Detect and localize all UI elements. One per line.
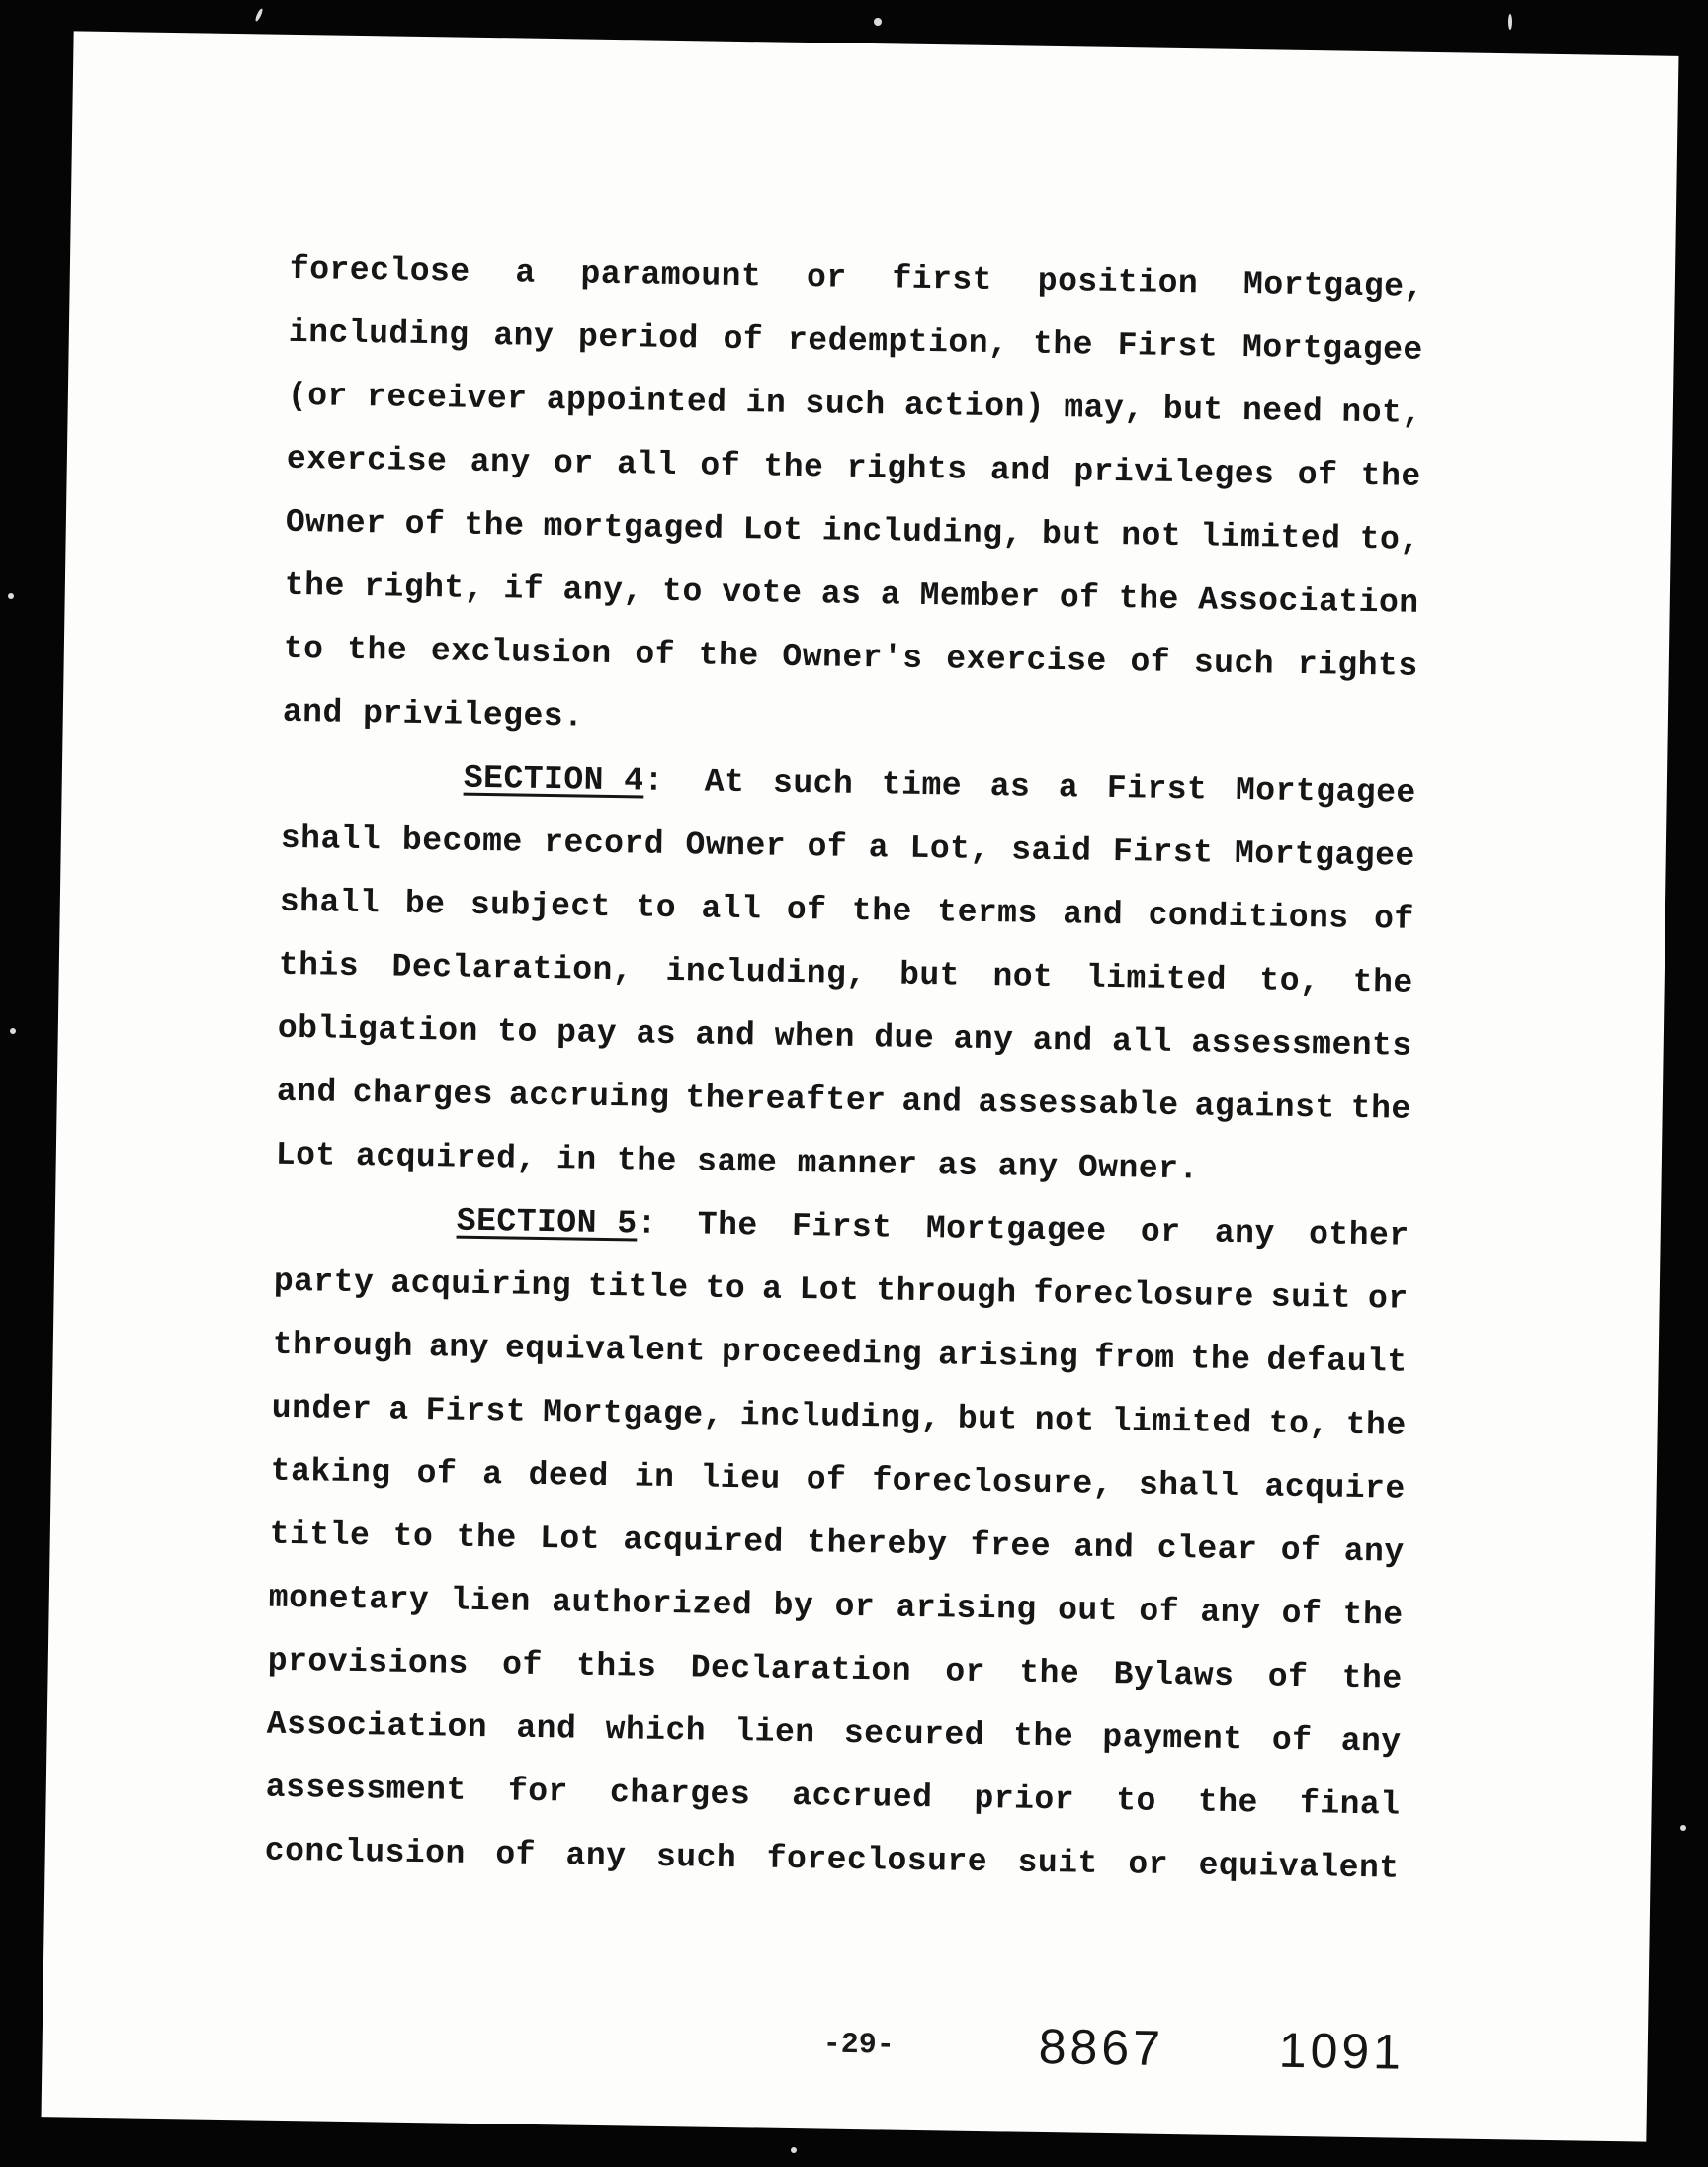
word: for bbox=[507, 1773, 569, 1811]
word: the bbox=[1350, 1089, 1411, 1128]
section-4-heading-group: SECTION 4: bbox=[463, 759, 665, 800]
word: Mortgage, bbox=[542, 1394, 725, 1433]
word: and bbox=[1062, 896, 1124, 934]
word: foreclosure bbox=[1033, 1274, 1255, 1316]
word: to bbox=[661, 572, 704, 611]
word: all bbox=[701, 890, 762, 928]
word: a bbox=[761, 1270, 783, 1308]
word: the bbox=[763, 448, 824, 486]
word: the bbox=[1190, 1341, 1251, 1379]
word: through bbox=[876, 1272, 1017, 1312]
word: authorized bbox=[551, 1584, 753, 1624]
word: through bbox=[272, 1326, 414, 1365]
word: or bbox=[553, 445, 594, 482]
word: assessable bbox=[978, 1084, 1179, 1125]
word: acquired bbox=[623, 1521, 785, 1561]
word: clear bbox=[1156, 1529, 1258, 1569]
word: pay bbox=[555, 1014, 618, 1053]
word: and bbox=[989, 451, 1052, 489]
word: (or bbox=[287, 377, 349, 415]
word: foreclosure bbox=[766, 1840, 988, 1881]
word: the bbox=[464, 506, 525, 545]
word: including, bbox=[821, 512, 1024, 553]
word: prior bbox=[974, 1779, 1075, 1819]
word: and bbox=[901, 1083, 963, 1121]
word: become bbox=[401, 822, 524, 861]
word: to, bbox=[1268, 1405, 1330, 1443]
section-5-first-line-text bbox=[697, 1193, 1409, 1267]
word: title bbox=[269, 1516, 371, 1555]
word: suit bbox=[1017, 1844, 1099, 1882]
word: time bbox=[881, 766, 963, 805]
word: conclusion bbox=[264, 1832, 467, 1872]
word: receiver bbox=[366, 379, 528, 418]
word: any bbox=[470, 443, 531, 481]
scan-speck bbox=[8, 593, 14, 599]
word: to, bbox=[1359, 520, 1420, 559]
word: a bbox=[880, 576, 901, 614]
word: At bbox=[704, 763, 745, 802]
word: arising bbox=[896, 1589, 1037, 1628]
page-stamp-number: 1091 bbox=[1278, 2022, 1406, 2080]
word: obligation bbox=[277, 1009, 479, 1050]
word: not bbox=[992, 958, 1054, 997]
word: the bbox=[1360, 457, 1422, 495]
scan-speck bbox=[874, 18, 882, 26]
word: thereby bbox=[806, 1524, 948, 1564]
word: or bbox=[1140, 1213, 1181, 1252]
word: the bbox=[456, 1518, 517, 1557]
section-5-heading: SECTION 5 bbox=[456, 1202, 638, 1243]
book-page-stamp bbox=[1038, 2018, 1405, 2081]
word: taking bbox=[270, 1452, 391, 1492]
word: to, bbox=[1259, 962, 1321, 1000]
word: but bbox=[1041, 515, 1103, 554]
word: of bbox=[1271, 1721, 1313, 1760]
word: the bbox=[1012, 1717, 1074, 1756]
word: free bbox=[970, 1526, 1052, 1566]
word: Owner bbox=[285, 503, 386, 543]
scan-speck bbox=[1508, 14, 1512, 30]
word: Association bbox=[1197, 581, 1419, 622]
word: any bbox=[1200, 1594, 1261, 1632]
word: the bbox=[698, 637, 759, 675]
word: position bbox=[1037, 262, 1199, 303]
word: lien bbox=[734, 1713, 815, 1752]
word: foreclose bbox=[289, 250, 470, 291]
word: out bbox=[1057, 1592, 1119, 1630]
word: to bbox=[636, 889, 677, 927]
word: of bbox=[1130, 644, 1171, 681]
word: a bbox=[388, 1391, 409, 1429]
text-line-content: and privileges. bbox=[282, 693, 584, 736]
word: suit bbox=[1270, 1278, 1352, 1317]
word: and bbox=[1073, 1528, 1135, 1567]
word: of bbox=[1280, 1531, 1322, 1570]
word: to bbox=[705, 1269, 746, 1308]
word: conditions bbox=[1148, 897, 1349, 937]
word: or bbox=[806, 259, 847, 297]
word: and bbox=[1032, 1021, 1094, 1060]
word: period bbox=[577, 318, 700, 358]
word: deed bbox=[528, 1456, 610, 1496]
document-body bbox=[264, 238, 1424, 1901]
word: or bbox=[834, 1588, 876, 1626]
word: any bbox=[428, 1329, 490, 1367]
word: but bbox=[898, 956, 961, 995]
word: accruing bbox=[508, 1077, 670, 1116]
word: under bbox=[271, 1389, 373, 1429]
word: of bbox=[495, 1836, 537, 1873]
word: due bbox=[873, 1019, 935, 1058]
word: to bbox=[496, 1013, 539, 1051]
word: limited bbox=[1111, 1403, 1253, 1442]
word: Mortgagee bbox=[1235, 771, 1417, 812]
word: action) bbox=[903, 387, 1046, 426]
word: all bbox=[616, 446, 678, 484]
word: may, bbox=[1064, 390, 1145, 428]
word: other bbox=[1308, 1216, 1409, 1255]
document-page bbox=[42, 31, 1679, 2141]
word: not bbox=[1120, 517, 1182, 556]
word: this bbox=[575, 1647, 657, 1686]
word: of bbox=[501, 1646, 544, 1685]
word: the bbox=[1197, 1783, 1259, 1822]
word: the bbox=[1342, 1596, 1404, 1634]
word: any bbox=[1214, 1214, 1276, 1253]
word: which bbox=[605, 1711, 707, 1750]
word: limited bbox=[1200, 518, 1341, 558]
word: rights bbox=[1297, 646, 1418, 685]
text-line-content: Lot acquired, in the same manner as any Owner. bbox=[275, 1136, 1199, 1188]
word: the bbox=[1118, 580, 1180, 619]
word: of bbox=[1267, 1658, 1309, 1696]
word: or bbox=[1367, 1280, 1409, 1318]
word: thereafter bbox=[685, 1080, 887, 1120]
word: Lot bbox=[799, 1271, 860, 1310]
word: terms bbox=[936, 894, 1039, 932]
word: if bbox=[503, 570, 545, 608]
word: but bbox=[1162, 390, 1225, 429]
word: the bbox=[1345, 1406, 1407, 1444]
word: said bbox=[1010, 831, 1092, 870]
word: first bbox=[892, 260, 993, 300]
word: to bbox=[283, 630, 324, 668]
word: the bbox=[1019, 1654, 1080, 1692]
word: limited bbox=[1085, 959, 1228, 998]
word: of bbox=[806, 1461, 847, 1499]
section-4-first-line-text bbox=[704, 750, 1416, 824]
book-number: 8867 bbox=[1038, 2018, 1165, 2076]
word: right, bbox=[363, 568, 485, 607]
word: in bbox=[745, 385, 787, 422]
word: assessment bbox=[265, 1769, 468, 1809]
word: payment bbox=[1102, 1718, 1243, 1759]
word: to bbox=[392, 1517, 434, 1556]
word: as bbox=[636, 1015, 677, 1054]
word: in bbox=[634, 1458, 675, 1497]
word: Bylaws bbox=[1113, 1656, 1235, 1695]
word: charges bbox=[352, 1074, 494, 1114]
word: Declaration bbox=[690, 1649, 912, 1690]
section-5-heading-group: SECTION 5: bbox=[456, 1202, 658, 1243]
word: be bbox=[404, 885, 446, 923]
word: not bbox=[1034, 1401, 1096, 1439]
word: need bbox=[1241, 391, 1324, 431]
word: the bbox=[1341, 1659, 1403, 1697]
word: a bbox=[868, 829, 890, 867]
word: privileges bbox=[1073, 453, 1275, 493]
word: record bbox=[543, 823, 665, 863]
word: Association bbox=[266, 1705, 488, 1747]
word: as bbox=[989, 768, 1031, 806]
word: party bbox=[273, 1262, 375, 1302]
word: Mortgage, bbox=[1242, 265, 1425, 305]
word: The bbox=[697, 1206, 758, 1245]
word: shall bbox=[1138, 1466, 1239, 1506]
word: as bbox=[820, 575, 862, 613]
word: monetary bbox=[268, 1579, 430, 1619]
word: all bbox=[1111, 1023, 1173, 1061]
word: a bbox=[1058, 769, 1079, 807]
word: such bbox=[805, 386, 887, 424]
word: subject bbox=[470, 886, 612, 926]
word: lieu bbox=[700, 1459, 781, 1498]
word: mortgaged bbox=[543, 507, 725, 548]
word: arising bbox=[937, 1337, 1079, 1376]
word: Mortgagee bbox=[1241, 328, 1424, 369]
word: but bbox=[957, 1400, 1019, 1438]
word: of bbox=[416, 1455, 458, 1493]
scan-speck bbox=[10, 1028, 16, 1034]
word: of bbox=[1297, 456, 1338, 494]
word: equivalent bbox=[504, 1330, 707, 1370]
word: provisions bbox=[267, 1642, 470, 1683]
scan-speck bbox=[1680, 1825, 1686, 1831]
word: Member bbox=[919, 576, 1041, 616]
word: the bbox=[346, 631, 408, 669]
word: such bbox=[655, 1838, 737, 1877]
word: any bbox=[493, 317, 555, 356]
word: any bbox=[1343, 1532, 1405, 1571]
word: any, bbox=[562, 571, 644, 610]
word: and bbox=[695, 1016, 756, 1055]
word: the bbox=[851, 892, 913, 930]
word: or bbox=[1128, 1846, 1169, 1883]
word: of bbox=[1139, 1593, 1180, 1631]
word: redemption, bbox=[787, 321, 1009, 363]
word: First bbox=[791, 1207, 893, 1247]
word: default bbox=[1266, 1342, 1408, 1381]
word: Lot bbox=[539, 1519, 601, 1558]
word: of bbox=[786, 891, 827, 929]
word: First bbox=[1117, 327, 1219, 366]
word: proceeding bbox=[721, 1333, 923, 1374]
word: Declaration, bbox=[391, 948, 634, 990]
scan-speck bbox=[254, 8, 264, 22]
word: of bbox=[807, 828, 848, 866]
word: such bbox=[1193, 645, 1275, 683]
word: First bbox=[1106, 769, 1208, 809]
word: charges bbox=[609, 1775, 751, 1814]
word: shall bbox=[279, 883, 381, 922]
word: of bbox=[1373, 901, 1414, 938]
word: of bbox=[1281, 1595, 1323, 1633]
section-4-heading: SECTION 4 bbox=[463, 759, 644, 800]
word: Lot bbox=[742, 511, 804, 550]
word: First bbox=[425, 1392, 527, 1430]
word: of bbox=[635, 636, 676, 674]
word: and bbox=[276, 1073, 338, 1111]
word: or bbox=[945, 1653, 986, 1691]
word: acquire bbox=[1264, 1468, 1406, 1508]
word: this bbox=[278, 946, 360, 986]
word: such bbox=[772, 764, 854, 803]
word: and bbox=[516, 1709, 577, 1748]
word: exercise bbox=[286, 440, 448, 480]
word: by bbox=[773, 1587, 814, 1625]
word: assessments bbox=[1191, 1024, 1412, 1065]
word: to bbox=[1115, 1782, 1157, 1820]
word: the bbox=[1352, 963, 1414, 1001]
word: acquiring bbox=[390, 1264, 572, 1305]
word: shall bbox=[280, 820, 382, 859]
word: rights bbox=[846, 449, 968, 488]
word: any bbox=[1340, 1722, 1402, 1761]
word: appointed bbox=[546, 381, 727, 421]
word: of bbox=[1059, 579, 1100, 617]
word: secured bbox=[843, 1714, 985, 1755]
word: equivalent bbox=[1198, 1847, 1400, 1887]
word: Owner's bbox=[782, 638, 923, 677]
word: against bbox=[1194, 1087, 1336, 1127]
word: of bbox=[404, 505, 446, 544]
word: exclusion bbox=[430, 633, 612, 672]
scan-speck bbox=[791, 2147, 797, 2153]
word: Owner bbox=[685, 826, 787, 865]
word: lien bbox=[450, 1582, 532, 1620]
word: of bbox=[723, 320, 764, 359]
word: not, bbox=[1341, 393, 1422, 432]
word: foreclosure, bbox=[872, 1462, 1114, 1504]
word: title bbox=[587, 1267, 689, 1307]
word: when bbox=[774, 1017, 856, 1056]
word: a bbox=[515, 254, 537, 292]
word: including, bbox=[665, 952, 867, 994]
word: Mortgagee bbox=[1234, 834, 1415, 875]
word: the bbox=[1032, 325, 1094, 364]
word: Lot, bbox=[909, 829, 991, 869]
word: any bbox=[565, 1837, 627, 1875]
word: a bbox=[481, 1456, 503, 1494]
word: the bbox=[284, 566, 346, 605]
word: accrued bbox=[791, 1777, 933, 1817]
word: any bbox=[953, 1020, 1014, 1059]
word: from bbox=[1094, 1339, 1175, 1378]
word: vote bbox=[721, 573, 803, 613]
word: First bbox=[1112, 832, 1214, 872]
word: final bbox=[1299, 1785, 1401, 1824]
word: paramount bbox=[580, 255, 762, 296]
word: exercise bbox=[946, 641, 1108, 680]
word: of bbox=[700, 447, 741, 485]
word: including, bbox=[739, 1397, 942, 1437]
page-number: -29- bbox=[822, 2028, 896, 2063]
word: Mortgagee bbox=[925, 1210, 1107, 1250]
word: including bbox=[288, 313, 470, 354]
